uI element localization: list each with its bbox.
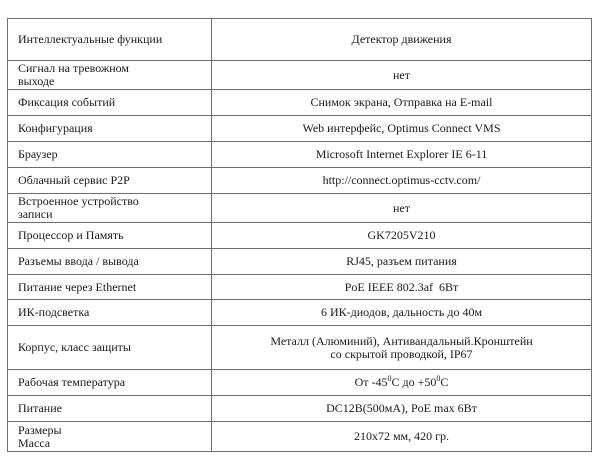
table-row [8, 249, 592, 275]
spec-value: нет [212, 61, 592, 90]
spec-value: DC12В(500мА), PoE max 6Вт [212, 396, 592, 422]
spec-label: Питание через Ethernet [8, 275, 212, 300]
spec-label-line: Размеры [18, 422, 62, 437]
table-row [8, 19, 592, 61]
degree-sup: 0 [387, 374, 392, 383]
table-row [8, 422, 592, 452]
table-row [8, 142, 592, 168]
table-row [8, 223, 592, 249]
table-row [8, 370, 592, 396]
temp-mid: C до +50 [391, 375, 437, 389]
spec-label: ИК-подсветка [8, 300, 212, 326]
spec-value: 6 ИК-диодов, дальность до 40м [212, 300, 592, 326]
temp-prefix: От -45 [354, 375, 388, 389]
table-row [8, 61, 592, 90]
spec-label: Конфигурация [8, 116, 212, 142]
spec-value: RJ45, разъем питания [212, 249, 592, 275]
spec-label: Рабочая температура [8, 370, 212, 396]
spec-label: Браузер [8, 142, 212, 168]
spec-value: 210x72 мм, 420 гр. [212, 422, 592, 452]
spec-label: Корпус, класс защиты [8, 326, 212, 370]
table-row [8, 396, 592, 422]
spec-label-line: записи [18, 207, 53, 221]
spec-label-line: Встроенное устройство [18, 194, 139, 208]
temp-suffix: C [440, 375, 449, 389]
spec-value: Детектор движения [212, 19, 592, 61]
spec-label: Фиксация событий [8, 90, 212, 116]
spec-value: http://connect.optimus-cctv.com/ [212, 168, 592, 194]
spec-value-line: со скрытой проводкой, IP67 [330, 346, 473, 361]
table-row [8, 116, 592, 142]
spec-label [8, 61, 212, 90]
spec-label-line: выходе [18, 74, 55, 88]
spec-value-line: Металл (Алюминий), Антивандальный.Кронштейн [270, 333, 533, 348]
spec-value [212, 370, 592, 396]
spec-label: Разъемы ввода / вывода [8, 249, 212, 275]
table-row [8, 194, 592, 223]
table-row [8, 90, 592, 116]
spec-label: Питание [8, 396, 212, 422]
table-row [8, 326, 592, 370]
table-row [8, 300, 592, 326]
spec-value: Снимок экрана, Отправка на E-mail [212, 90, 592, 116]
spec-value [212, 326, 592, 370]
spec-label: Облачный сервис P2P [8, 168, 212, 194]
table-row [8, 168, 592, 194]
spec-value: нет [212, 194, 592, 223]
spec-value: Web интерфейс, Optimus Connect VMS [212, 116, 592, 142]
spec-label-line: Сигнал на тревожном [18, 61, 130, 75]
spec-label [8, 422, 212, 452]
spec-label-line: Масса [18, 435, 51, 450]
spec-value: GK7205V210 [212, 223, 592, 249]
spec-value: Microsoft Internet Explorer IE 6-11 [212, 142, 592, 168]
spec-label [8, 194, 212, 223]
spec-label: Интеллектуальные функции [8, 19, 212, 61]
spec-value: PoE IEEE 802.3af 6Вт [212, 275, 592, 300]
spec-label: Процессор и Память [8, 223, 212, 249]
table-row [8, 275, 592, 300]
specifications-table [7, 18, 592, 452]
degree-sup: 0 [436, 374, 441, 383]
